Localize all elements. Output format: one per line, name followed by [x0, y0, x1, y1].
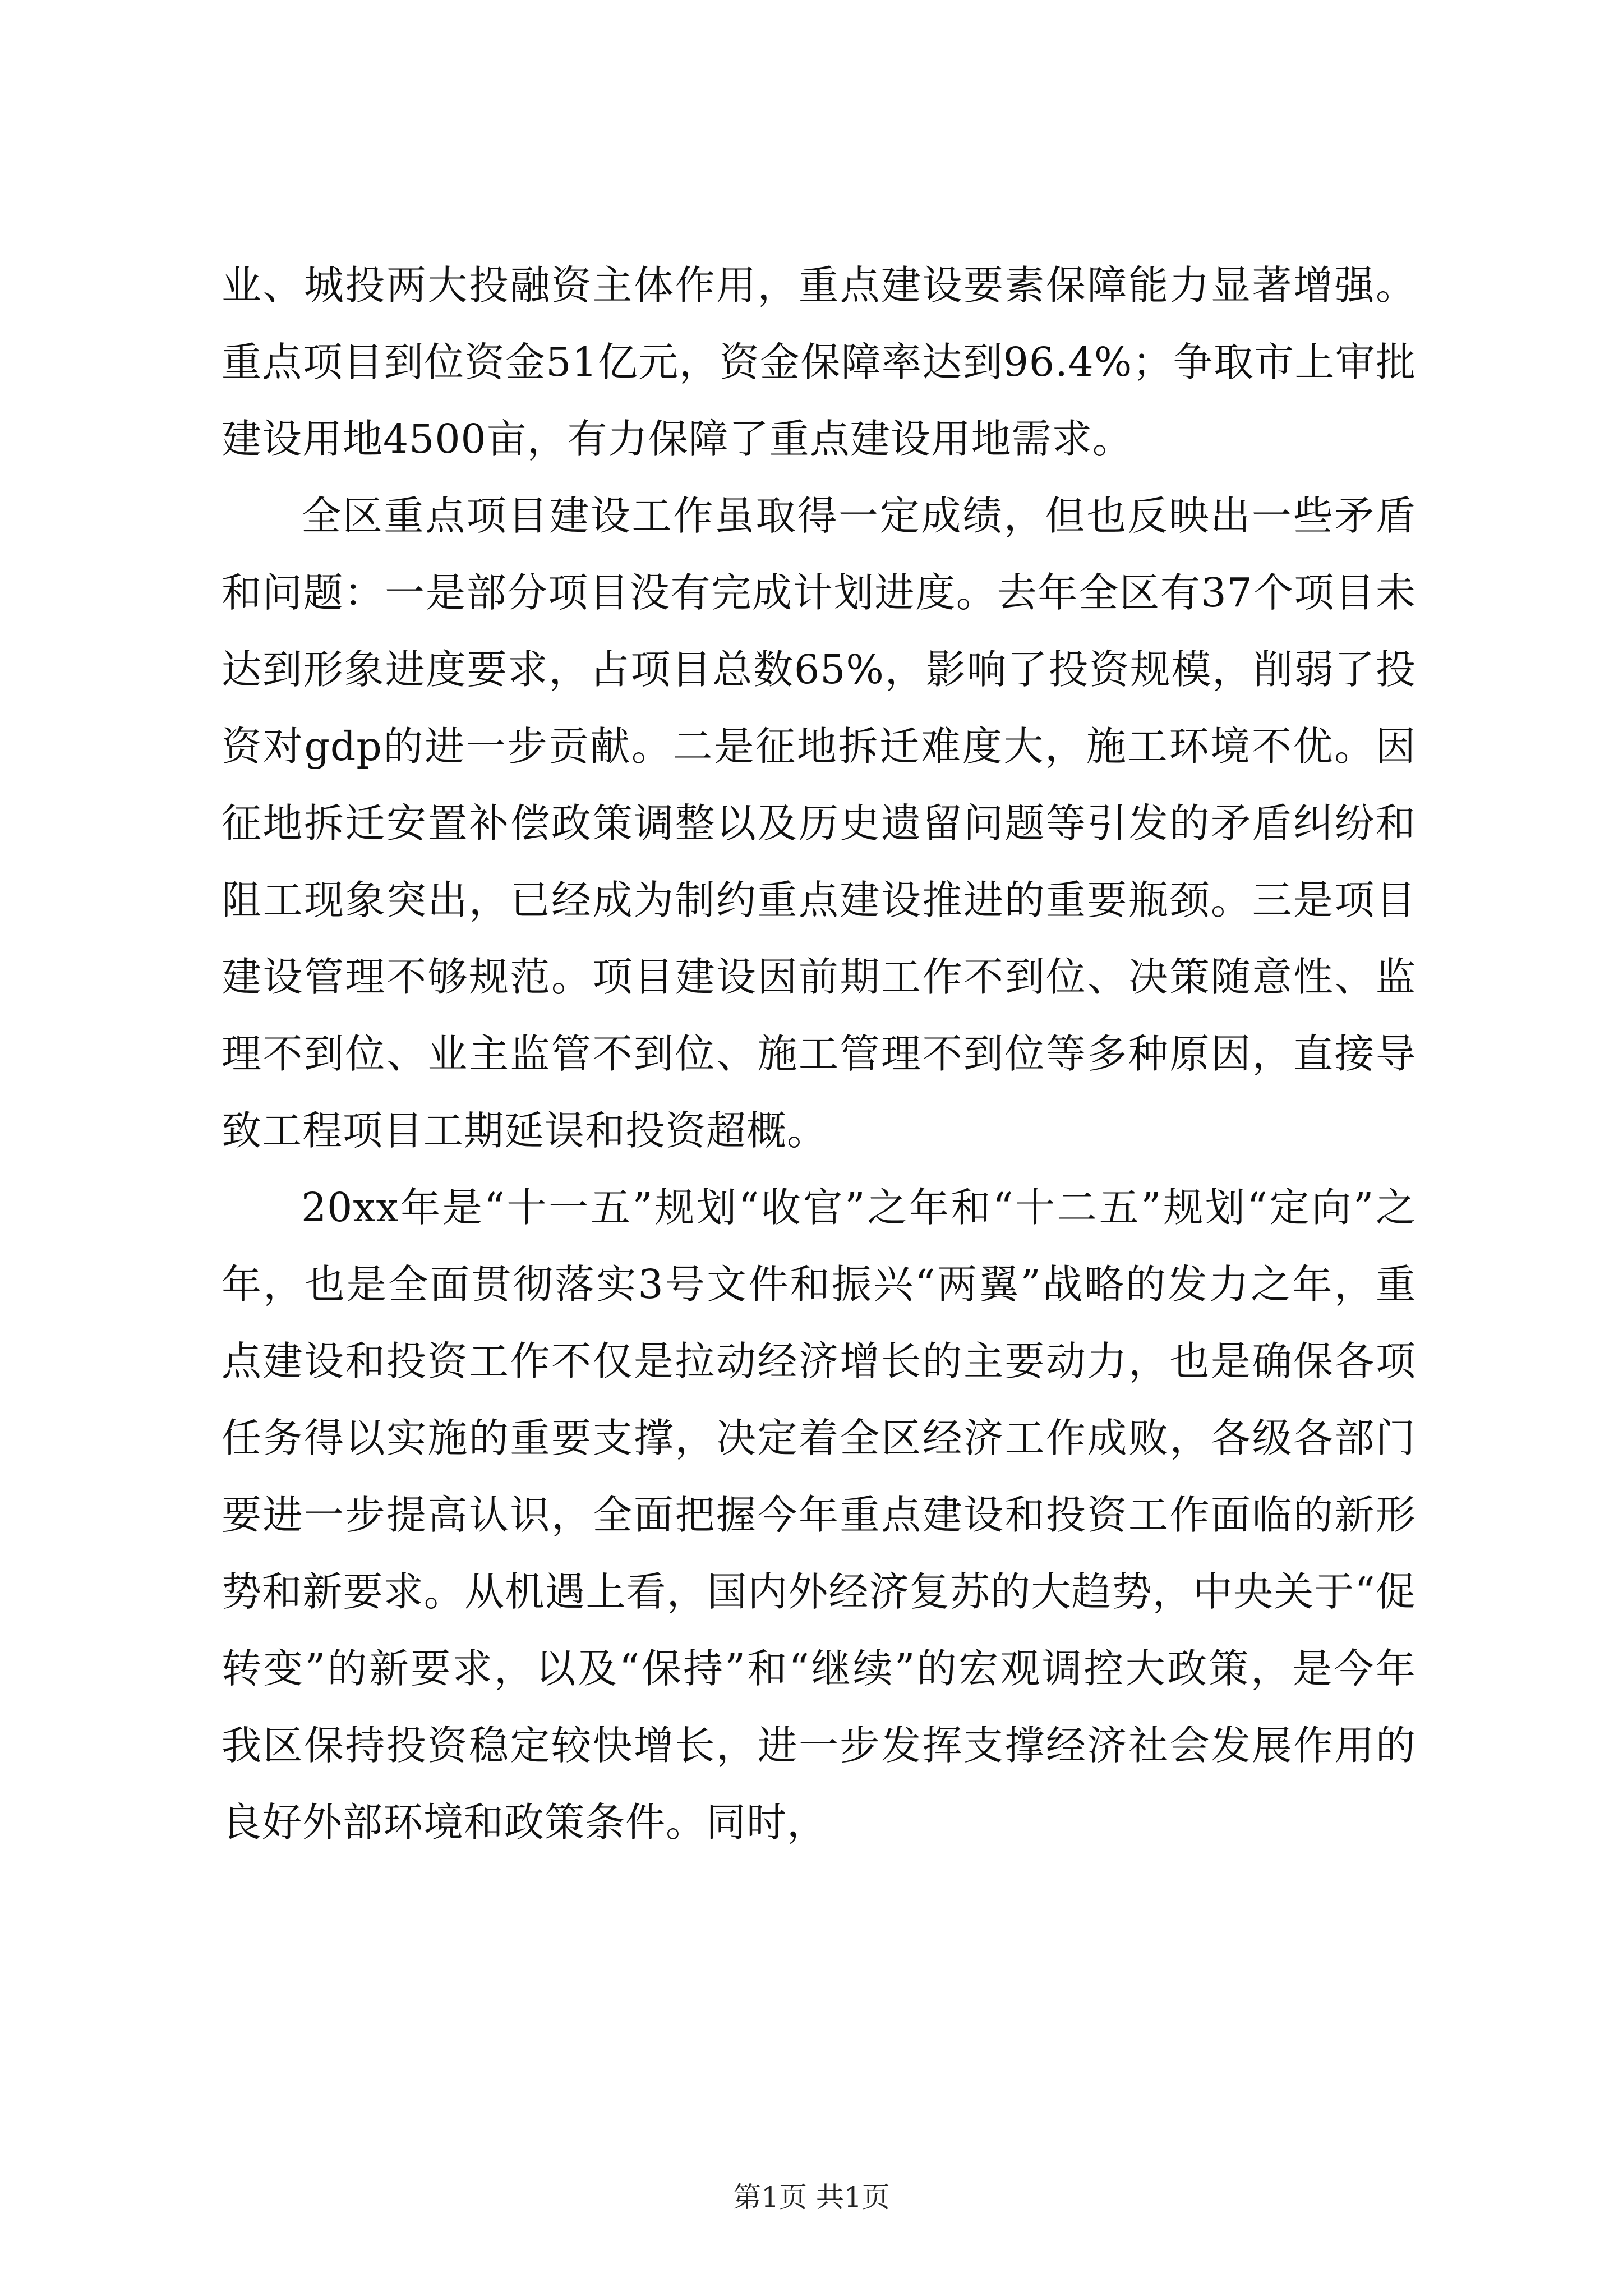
- document-body: [222, 247, 1416, 1861]
- paragraph-3: 20xx年是“十一五”规划“收官”之年和“十二五”规划“定向”之年，也是全面贯彻落实3号文件和振兴“两翼”战略的发力之年，重点建设和投资工作不仅是拉动经济增长的主要动力，也是确保各项任务得以实施的重要支撑，决定着全区经济工作成败，各级各部门要进一步提高认识，全面把握今年重点建设和投资工作面临的新形势和新要求。从机遇上看，国内外经济复苏的大趋势，中央关于“促转变”的新要求，以及“保持”和“继续”的宏观调控大政策，是今年我区保持投资稳定较快增长，进一步发挥支撑经济社会发展作用的良好外部环境和政策条件。同时，: [222, 1184, 1416, 1846]
- page-footer: 第1页 共1页: [733, 2181, 890, 2214]
- paragraph-2: 全区重点项目建设工作虽取得一定成绩，但也反映出一些矛盾和问题：一是部分项目没有完成计划进度。去年全区有37个项目未达到形象进度要求，占项目总数65%，影响了投资规模，削弱了投资对gdp的进一步贡献。二是征地拆迁难度大，施工环境不优。因征地拆迁安置补偿政策调整以及历史遗留问题等引发的矛盾纠纷和阻工现象突出，已经成为制约重点建设推进的重要瓶颈。三是项目建设管理不够规范。项目建设因前期工作不到位、决策随意性、监理不到位、业主监管不到位、施工管理不到位等多种原因，直接导致工程项目工期延误和投资超概。: [222, 493, 1416, 1154]
- paragraph-1: 业、城投两大投融资主体作用，重点建设要素保障能力显著增强。重点项目到位资金51亿元，资金保障率达到96.4%；争取市上审批建设用地4500亩，有力保障了重点建设用地需求。: [222, 262, 1416, 462]
